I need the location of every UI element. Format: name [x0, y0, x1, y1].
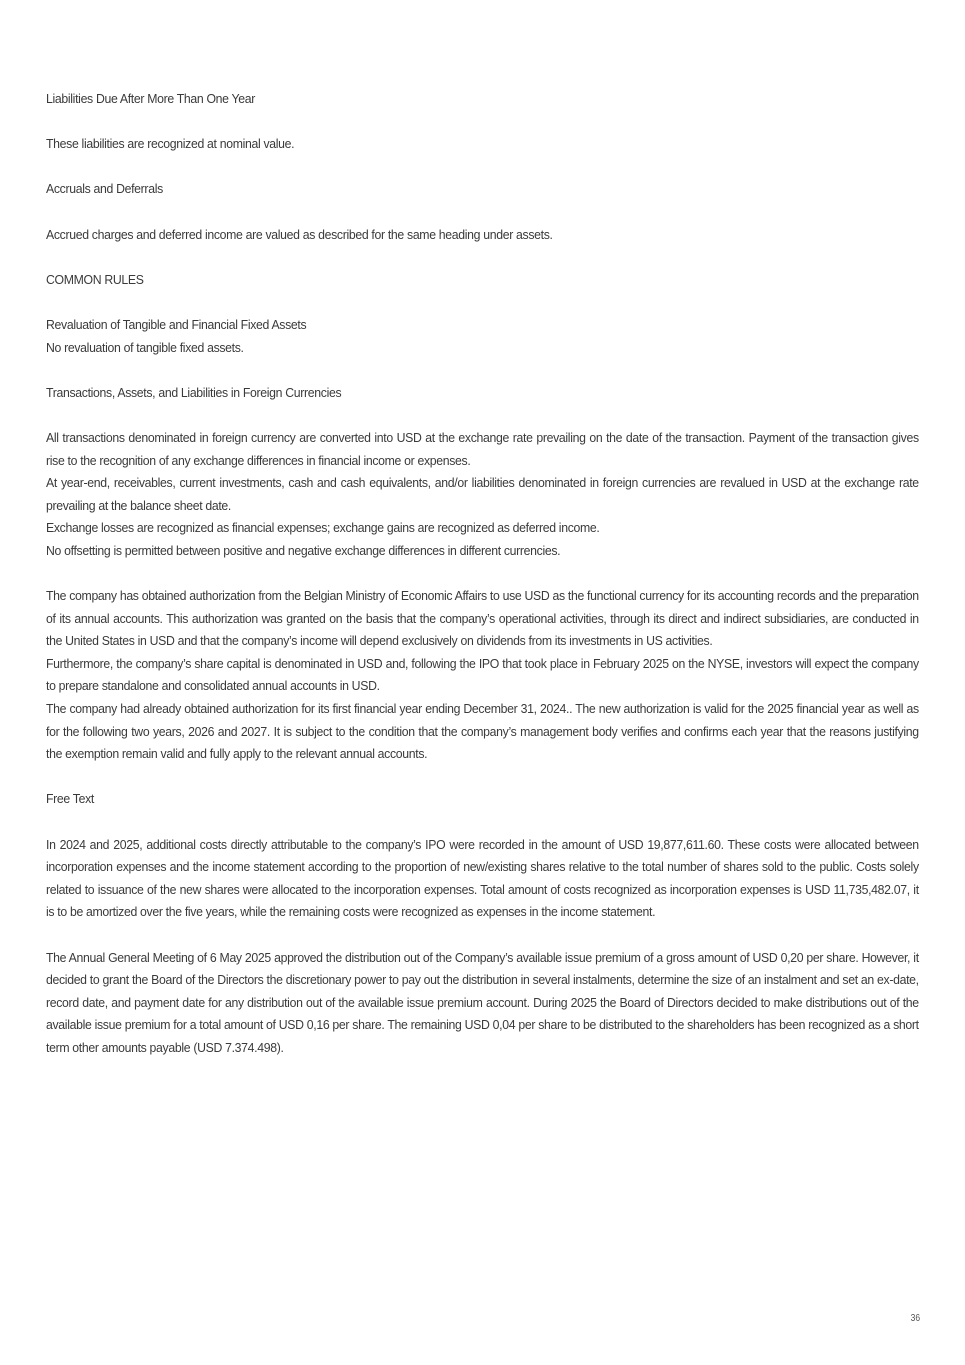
liabilities-text: These liabilities are recognized at nominal value.	[46, 136, 295, 152]
foreign-currency-paragraph: Exchange losses are recognized as financial expenses; exchange gains are recognized as deferred income.	[46, 520, 600, 536]
ipo-costs-paragraph: In 2024 and 2025, additional costs directly attributable to the company’s IPO were recorded in the amount of USD 19,877,611.60. These costs were allocated between incorporation expenses and the income statement according to the proportion of new/existing shares relative to the total number of shares sold to the public. Costs solely related to issuance of the new shares were allocated to the incorporation expenses. Total amount of costs recognized as incorporation expenses is USD 11,735,482.07, it is to be amortized over the five years, while the remaining costs were recognized as expenses in the income statement.	[46, 836, 919, 920]
authorization-paragraph: Furthermore, the company’s share capital is denominated in USD and, following the IPO that took place in February 2025 on the NYSE, investors will expect the company to prepare standalone and consolidated annual accounts in USD.	[46, 655, 919, 694]
page-number: 36	[910, 1313, 920, 1324]
section-heading-common-rules: COMMON RULES	[46, 271, 144, 287]
foreign-currency-paragraph: All transactions denominated in foreign currency are converted into USD at the exchange rate prevailing on the date of the transaction. Payment of the transaction gives rise to the recognition of any exchange differences in financial income or expenses.	[46, 429, 919, 468]
authorization-paragraph: The company had already obtained authorization for its first financial year ending December 31, 2024.. The new authorization is valid for the 2025 financial year as well as for the following two years, 2026 and 2027. It is subject to the condition that the company’s management body verifies and confirms each year that the reasons justifying the exemption remain valid and fully apply to the relevant annual accounts.	[46, 701, 919, 762]
section-heading-foreign-currencies: Transactions, Assets, and Liabilities in Foreign Currencies	[46, 384, 342, 400]
section-heading-liabilities: Liabilities Due After More Than One Year	[46, 91, 256, 106]
section-heading-revaluation: Revaluation of Tangible and Financial Fixed Assets	[46, 316, 307, 332]
revaluation-text: No revaluation of tangible fixed assets.	[46, 339, 244, 355]
agm-distribution-paragraph: The Annual General Meeting of 6 May 2025 approved the distribution out of the Company’s available issue premium of a gross amount of USD 0,20 per share. However, it decided to grant the Board of the Directors the discretionary power to pay out the distribution in several instalments, determine the size of an instalment and set an ex-date, record date, and payment date for any distribution out of the available issue premium account. During 2025 the Board of Directors decided to make distributions out of the available issue premium for a total amount of USD 0,16 per share. The remaining USD 0,04 per share to be distributed to the shareholders has been recognized as a short term other amounts payable (USD 7.374.498).	[46, 949, 919, 1055]
document-page	[46, 88, 919, 1060]
foreign-currency-paragraph: No offsetting is permitted between positive and negative exchange differences in different currencies.	[46, 542, 561, 558]
accruals-text: Accrued charges and deferred income are valued as described for the same heading under assets.	[46, 226, 553, 242]
section-heading-accruals: Accruals and Deferrals	[46, 181, 163, 197]
foreign-currency-paragraph: At year-end, receivables, current investments, cash and cash equivalents, and/or liabilities denominated in foreign currencies are revalued in USD at the exchange rate prevailing at the balance sheet date.	[46, 475, 919, 513]
section-heading-free-text: Free Text	[46, 791, 94, 807]
authorization-paragraph: The company has obtained authorization from the Belgian Ministry of Economic Affairs to use USD as the functional currency for its accounting records and the preparation of its annual accounts. This authorization was granted on the basis that the company’s operational activities, through its direct and indirect subsidiaries, are conducted in the United States in USD and that the company’s income will depend exclusively on dividends from its investments in US activities.	[46, 588, 919, 649]
